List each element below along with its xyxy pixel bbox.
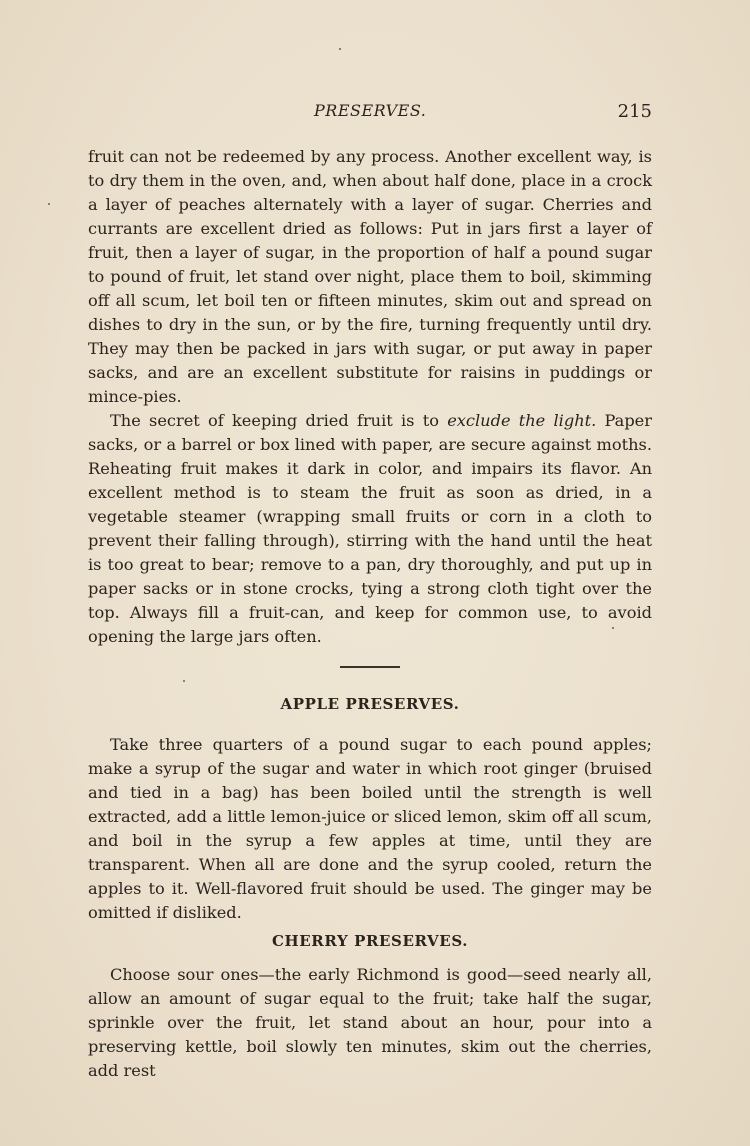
paragraph-keeping-dried-fruit xyxy=(88,409,652,649)
emphasized-text: exclude the light. xyxy=(447,411,597,430)
paper-speck xyxy=(183,680,185,682)
paragraph-text: Paper sacks, or a barrel or box lined with paper, are secure against moths. Reheating fruit makes it dark in color, and impairs its flavor. An excellent method is to steam the fruit as soon as dried, in a vegetable steamer (wrapping small fruits or corn in a cloth to prevent their falling through), stirring with the hand until the heat is too great to bear; remove to a pan, dry thoroughly, and put up in paper sacks or in stone crocks, tying a strong cloth tight over the top. Always fill a fruit-can, and keep for common use, to avoid opening the large jars often. xyxy=(88,411,652,646)
running-head: PRESERVES. xyxy=(314,101,427,120)
page-header xyxy=(88,101,652,129)
body-text xyxy=(88,145,652,1083)
paragraph-text: The secret of keeping dried fruit is to xyxy=(110,411,448,430)
section-divider xyxy=(340,666,400,668)
section-title-apple-preserves: APPLE PRESERVES. xyxy=(280,695,460,713)
paragraph-apple-preserves: Take three quarters of a pound sugar to each pound apples; make a syrup of the sugar and water in which root ginger (bruised and tied in a bag) has been boiled until the strength is well extracted, add a little lemon-juice or sliced lemon, skim off all scum, and boil in the syrup a few apples at time, until they are transparent. When all are done and the syrup cooled, return the apples to it. Well-flavored fruit should be used. The ginger may be omitted if disliked. xyxy=(88,735,652,922)
paper-speck xyxy=(48,203,50,205)
paper-speck xyxy=(339,48,341,50)
page-number: 215 xyxy=(617,101,652,122)
paper-speck xyxy=(612,627,614,629)
paragraph-cherry-preserves: Choose sour ones—the early Richmond is good—seed nearly all, allow an amount of sugar equal to the fruit; take half the sugar, sprinkle over the fruit, let stand about an hour, pour into a preserving kettle, boil slowly ten minutes, skim out the cherries, add rest xyxy=(88,965,652,1080)
paragraph-drying-fruit: fruit can not be redeemed by any process. Another excellent way, is to dry them in the oven, and, when about half done, place in a crock a layer of peaches alternately with a layer of sugar. Cherries and currants are excellent dried as follows: Put in jars first a layer of fruit, then a layer of sugar, in the proportion of half a pound sugar to pound of fruit, let stand over night, place them to boil, skimming off all scum, let boil ten or fifteen minutes, skim out and spread on dishes to dry in the sun, or by the fire, turning frequently until dry. They may then be packed in jars with sugar, or put away in paper sacks, and are an excellent substitute for raisins in puddings or mince-pies. xyxy=(88,147,652,406)
section-title-cherry-preserves: CHERRY PRESERVES. xyxy=(271,932,469,950)
